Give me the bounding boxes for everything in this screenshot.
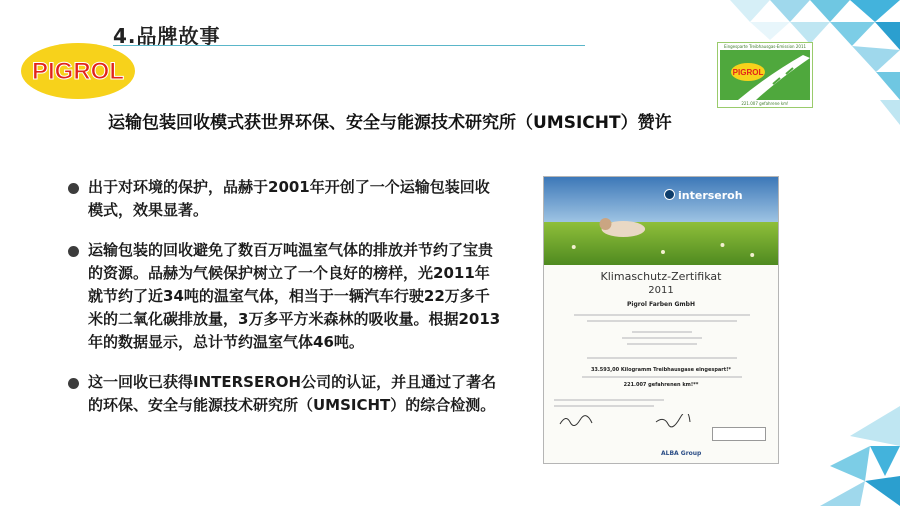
cert-brand-text: interseroh <box>678 189 743 202</box>
cert-footer-brand: ALBA Group <box>661 450 702 457</box>
signature-icon <box>558 414 598 428</box>
bullet-item <box>64 371 504 417</box>
fine-print-line <box>587 357 737 359</box>
title-underline <box>113 45 585 46</box>
fine-print-line <box>627 343 697 345</box>
badge-bottom-text: 221.007 gefahrene km! <box>741 101 789 106</box>
fine-print-line <box>574 314 750 316</box>
bullet-item <box>64 239 504 354</box>
cert-title: Klimaschutz-Zertifikat <box>600 270 722 283</box>
section-title: 4.品牌故事 <box>113 24 221 48</box>
signature-icon <box>654 414 694 428</box>
cert-kg-text: 33.593,00 Kilogramm Treibhausgase eingespart!* <box>590 367 732 373</box>
website-box <box>712 427 766 441</box>
headline: 运输包装回收模式获世界环保、安全与能源技术研究所（UMSICHT）赞许 <box>108 113 672 133</box>
fine-print-line <box>554 399 664 401</box>
meadow-photo <box>544 177 778 265</box>
cert-company: Pigrol Farben GmbH <box>627 301 695 308</box>
cert-km-text: 221.007 gefahrenen km!** <box>623 382 699 388</box>
cert-year: 2011 <box>648 285 674 296</box>
interseroh-logo-icon <box>664 189 675 200</box>
bullet-dot-icon <box>68 378 79 389</box>
bullet-dot-icon <box>68 183 79 194</box>
bullet-list <box>64 176 504 434</box>
badge-top-text: Eingesparte Treibhausgas-Emission 2011 <box>723 44 807 49</box>
corner-decoration-bottom <box>810 406 900 506</box>
fine-print-line <box>587 320 737 322</box>
bullet-text: 运输包装的回收避免了数百万吨温室气体的排放并节约了宝贵的资源。品赫为气候保护树立了一个良好的榜样，光2011年就节约了近34吨的温室气体，相当于一辆汽车行驶22万多千米的二氧化碳排放量，3万多平方米森林的吸收量。根据2013年的数据显示，总计节约温室气体46吨。 <box>88 241 501 351</box>
logo-text: PIGROL <box>31 58 125 85</box>
fine-print-line <box>554 405 654 407</box>
fine-print-line <box>582 376 742 378</box>
bullet-item <box>64 176 504 222</box>
bullet-dot-icon <box>68 246 79 257</box>
pigrol-logo <box>20 42 136 100</box>
fine-print-line <box>622 337 702 339</box>
climate-certificate-image <box>543 176 779 464</box>
emission-badge <box>717 42 813 108</box>
bullet-text: 出于对环境的保护，品赫于2001年开创了一个运输包装回收模式，效果显著。 <box>88 178 490 219</box>
cert-brand <box>664 189 743 202</box>
road-icon <box>718 50 812 102</box>
badge-logo-text: PIGROL <box>732 68 764 77</box>
fine-print-line <box>632 331 692 333</box>
bullet-text: 这一回收已获得INTERSEROH公司的认证，并且通过了著名的环保、安全与能源技术研究所（UMSICHT）的综合检测。 <box>88 373 497 414</box>
